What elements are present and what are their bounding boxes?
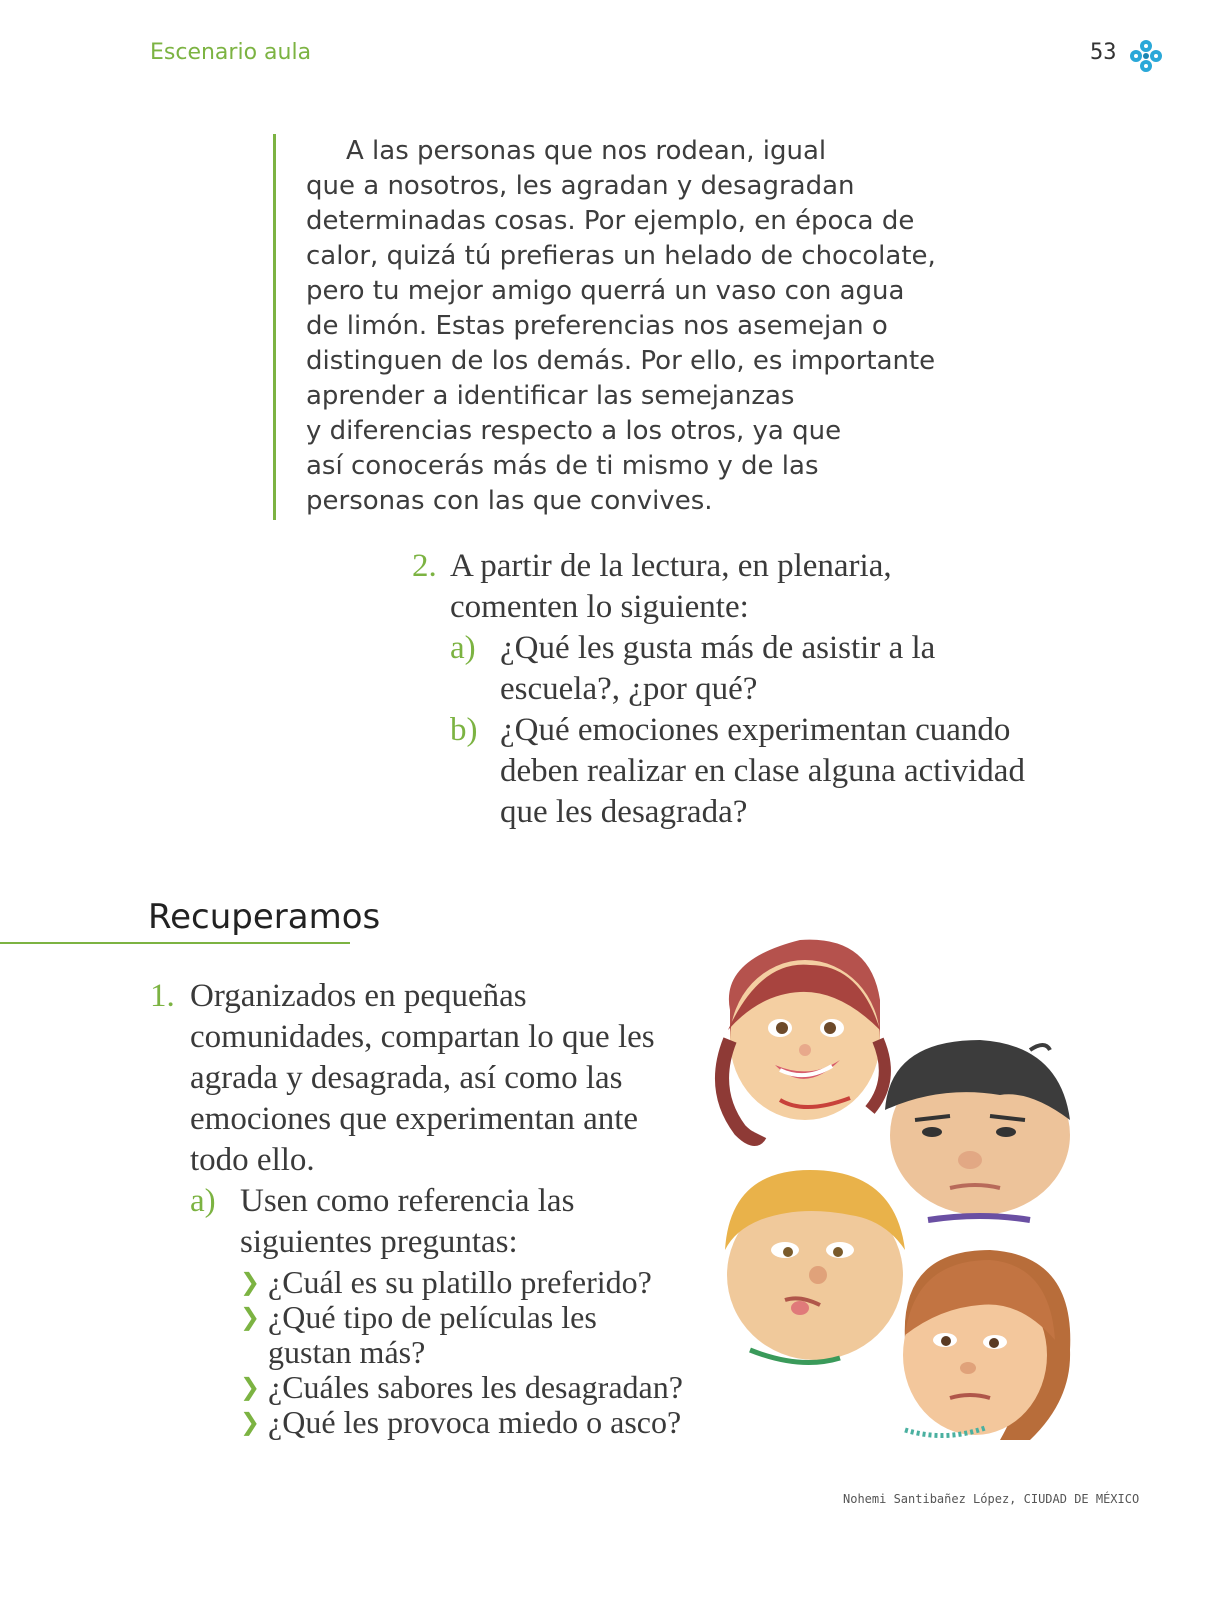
list-item: ❯ ¿Qué tipo de películas les gustan más?	[240, 1299, 597, 1370]
boy-blond-face	[725, 1170, 905, 1363]
question-list	[240, 1265, 730, 1440]
question-text: A partir de la lectura, en plenaria, comenten lo siguiente:	[450, 548, 892, 625]
list-item: ❯ ¿Cuáles sabores les desagradan?	[240, 1369, 683, 1405]
section-divider	[0, 942, 350, 944]
chevron-right-icon: ❯	[240, 1408, 261, 1436]
chevron-right-icon: ❯	[240, 1373, 261, 1401]
activity-1	[150, 976, 730, 1440]
page-number: 53	[1090, 40, 1117, 65]
reading-text: A las personas que nos rodean, igual que a nosotros, les agradan y desagradan determinadas cosas. Por ejemplo, en época de calor, quizá tú prefieras un helado de chocolate, pero tu mejor amigo querrá un vaso con agua de limón. Estas preferencias nos asemejan o distinguen de los demás. Por ello, es importante aprender a identificar las semejanzas y diferencias respecto a los otros, ya que así conocerás más de ti mismo y de las personas con las que convives.	[306, 136, 936, 516]
children-faces-illustration	[700, 920, 1120, 1460]
flower-icon	[1128, 38, 1164, 74]
sub-text: Usen como referencia las siguientes preguntas:	[240, 1183, 575, 1260]
question-2	[412, 546, 1072, 833]
girl-brown-hair-face	[903, 1250, 1070, 1440]
boy-dark-hair-face	[885, 1040, 1070, 1220]
reading-passage	[273, 134, 973, 520]
list-item: ❯ ¿Qué les provoca miedo o asco?	[240, 1404, 682, 1440]
item-number: 1.	[150, 978, 175, 1014]
section-header: Escenario aula	[150, 40, 312, 65]
list-item: ❯ ¿Cuál es su platillo preferido?	[240, 1264, 652, 1300]
sub-label: b)	[450, 712, 478, 748]
sub-item-a	[450, 628, 1072, 710]
illustration-credit: Nohemi Santibañez López, CIUDAD DE MÉXICO	[843, 1492, 1140, 1506]
activity-sub-a	[190, 1181, 730, 1263]
item-number: 2.	[412, 548, 437, 584]
section-title: Recuperamos	[148, 897, 381, 937]
chevron-right-icon: ❯	[240, 1303, 261, 1331]
girl-braids-face	[722, 940, 885, 1139]
sub-text: ¿Qué les gusta más de asistir a la escuela?, ¿por qué?	[500, 630, 936, 707]
chevron-right-icon: ❯	[240, 1268, 261, 1296]
sub-label: a)	[450, 630, 476, 666]
sub-label: a)	[190, 1183, 216, 1219]
activity-text: Organizados en pequeñas comunidades, compartan lo que les agrada y desagrada, así como las emociones que experimentan ante todo ello.	[190, 978, 655, 1178]
activity-item	[150, 976, 730, 1181]
sub-item-b	[450, 710, 1072, 833]
question-item	[412, 546, 1072, 628]
sub-text: ¿Qué emociones experimentan cuando deben realizar en clase alguna actividad que les desagrada?	[500, 712, 1025, 830]
